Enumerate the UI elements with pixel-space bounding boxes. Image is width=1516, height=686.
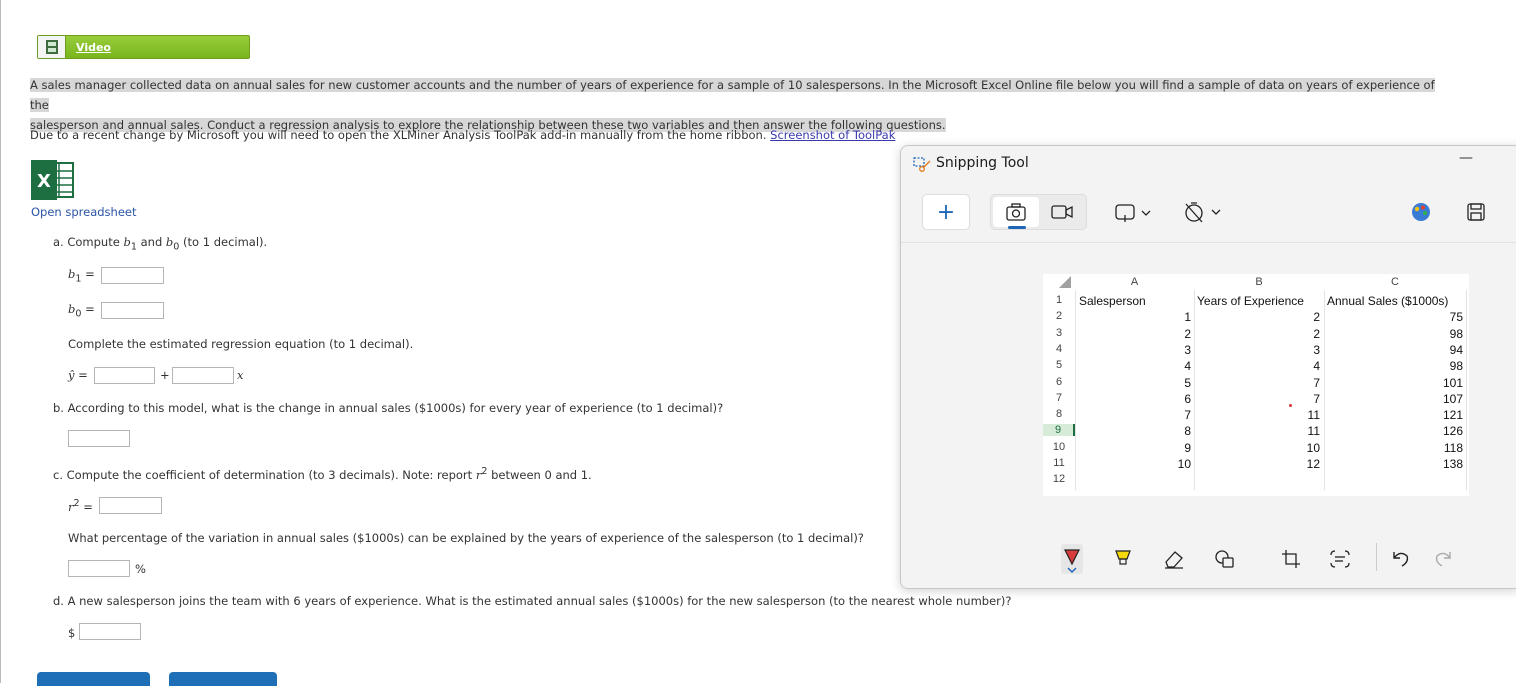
snipping-tool-logo-icon: [913, 157, 931, 176]
snipping-tool-title: Snipping Tool: [936, 155, 1029, 171]
table-cell: 2: [1313, 310, 1320, 325]
table-cell: 5: [1184, 375, 1191, 390]
row-header: 4: [1055, 342, 1063, 355]
row-header: 2: [1055, 310, 1063, 323]
row-header: 9: [1043, 424, 1075, 436]
table-cell: 1: [1184, 310, 1191, 325]
question-a: a. Compute $b_1$ and $b_0$ (to 1 decimal).: [53, 235, 268, 253]
camera-icon: [1006, 203, 1026, 221]
intro-text: [30, 75, 1440, 135]
snip-mode-button[interactable]: [993, 197, 1039, 227]
table-cell: 3: [1313, 342, 1320, 357]
r2-input[interactable]: [99, 497, 162, 514]
table-cell: 11: [1307, 424, 1320, 439]
dollar-sign: $: [68, 626, 76, 640]
table-cell: 8: [1184, 424, 1191, 439]
table-cell: 4: [1313, 359, 1320, 374]
text-actions-icon[interactable]: [1329, 549, 1351, 572]
table-cell: 10: [1177, 457, 1191, 471]
undo-icon[interactable]: [1390, 549, 1410, 570]
snip-canvas: [901, 243, 1516, 527]
header-cell: Years of Experience: [1197, 294, 1304, 308]
column-header-a: A: [1130, 276, 1139, 288]
table-cell: 98: [1449, 326, 1463, 341]
redo-icon[interactable]: [1434, 549, 1454, 570]
save-icon[interactable]: [1467, 203, 1485, 224]
header-cell: Salesperson: [1079, 294, 1146, 308]
table-cell: 101: [1442, 375, 1463, 390]
excel-icon[interactable]: [31, 160, 75, 203]
ms-note: Due to a recent change by Microsoft you will need to open the XLMiner Analysis ToolPak add-in manually from the home ribbon. Screenshot of ToolPak: [30, 128, 896, 142]
column-header-b: B: [1255, 276, 1263, 288]
video-camera-icon: [1051, 204, 1073, 220]
table-cell: 94: [1449, 342, 1463, 357]
question-d: d. A new salesperson joins the team with 6 years of experience. What is the estimated annual sales ($1000s) for the new salesperson (to the nearest whole number)?: [53, 594, 1012, 608]
row-header: 1: [1055, 294, 1063, 306]
row-header: 11: [1053, 457, 1065, 469]
table-cell: 121: [1442, 408, 1463, 423]
eraser-icon[interactable]: [1163, 549, 1185, 572]
intro-line-1: A sales manager collected data on annual sales for new customer accounts and the number of years of experience for a sample of 10 salespersons. In the Microsoft Excel Online file below you will find a sample of data on years of experience of the: [30, 78, 1435, 112]
table-cell: 12: [1306, 457, 1320, 471]
table-cell: 126: [1442, 424, 1463, 439]
snipping-tool-window[interactable]: [900, 145, 1516, 589]
question-b: b. According to this model, what is the change in annual sales ($1000s) for every year of experience (to 1 decimal)?: [53, 401, 724, 415]
plus-sign: +: [160, 368, 170, 382]
r2-label: $r^2$ =: [68, 498, 93, 514]
estimated-sales-input[interactable]: [79, 623, 141, 640]
video-button[interactable]: [37, 35, 250, 59]
table-cell: 7: [1184, 408, 1191, 423]
timer-off-icon: [1184, 201, 1224, 223]
table-cell: 10: [1306, 440, 1320, 455]
table-cell: 107: [1442, 391, 1463, 406]
record-mode-button[interactable]: [1051, 204, 1073, 223]
table-cell: 7: [1313, 375, 1320, 390]
active-mode-indicator: [1008, 226, 1026, 229]
column-header-c: C: [1391, 276, 1399, 288]
slope-input[interactable]: [172, 367, 234, 384]
minimize-button[interactable]: —: [1459, 150, 1473, 166]
new-snip-button[interactable]: +: [922, 194, 970, 230]
row-header: 6: [1055, 375, 1063, 388]
highlighter-icon[interactable]: [1114, 549, 1132, 572]
capture-mode-group: [990, 194, 1087, 230]
intercept-input[interactable]: [94, 367, 155, 384]
question-c: c. Compute the coefficient of determination (to 3 decimals). Note: report $r^2$ between 0 and 1.: [53, 466, 592, 482]
complete-equation-text: Complete the estimated regression equation (to 1 decimal).: [68, 337, 414, 351]
percentage-question: What percentage of the variation in annual sales ($1000s) can be explained by the years of experience of the salesperson (to 1 decimal)?: [68, 531, 864, 545]
b1-input[interactable]: [101, 267, 164, 284]
video-label: Video: [76, 41, 111, 54]
crop-icon[interactable]: [1281, 549, 1301, 572]
table-cell: 2: [1184, 326, 1191, 341]
table-cell: 7: [1313, 391, 1320, 406]
b0-label: $b_0$ =: [68, 302, 95, 320]
ballpoint-pen-icon[interactable]: [1061, 544, 1083, 577]
header-cell: Annual Sales ($1000s): [1327, 294, 1449, 308]
table-cell: 11: [1307, 408, 1320, 423]
next-button[interactable]: [169, 672, 277, 686]
snip-shape-dropdown[interactable]: [1115, 203, 1155, 226]
table-cell: 3: [1184, 342, 1191, 357]
row-header: 12: [1052, 473, 1066, 486]
change-input[interactable]: [68, 430, 130, 447]
yhat-label: ŷ =: [68, 368, 88, 382]
table-cell: 118: [1443, 440, 1463, 455]
toolpak-screenshot-link[interactable]: Screenshot of ToolPak: [770, 128, 896, 142]
row-header: 8: [1055, 408, 1063, 421]
intro-line-2: salesperson and annual sales. Conduct a regression analysis to explore the relationship between these two variables and then answer the following questions.: [30, 118, 946, 132]
percentage-input[interactable]: [68, 560, 130, 577]
row-header: 7: [1055, 391, 1063, 404]
percent-sign: %: [135, 562, 146, 576]
rectangle-snip-icon: [1115, 203, 1155, 223]
select-all-corner-icon: [1059, 276, 1071, 288]
b0-input[interactable]: [101, 302, 164, 319]
left-border: [0, 0, 1, 683]
table-cell: 2: [1313, 326, 1320, 341]
svg-text:X: X: [37, 171, 51, 192]
delay-timer-dropdown[interactable]: [1184, 201, 1224, 226]
table-cell: 9: [1184, 440, 1191, 455]
paint-icon[interactable]: [1410, 201, 1432, 226]
pen-mark: [1289, 404, 1292, 407]
shapes-icon[interactable]: [1214, 549, 1236, 572]
table-cell: 138: [1442, 457, 1463, 471]
markup-toolbar: [901, 527, 1516, 589]
row-header: 5: [1055, 359, 1063, 372]
film-icon: [38, 36, 66, 58]
spreadsheet-snapshot: [1043, 274, 1469, 496]
check-answer-button[interactable]: [37, 672, 150, 686]
row-header: 3: [1055, 326, 1063, 339]
table-cell: 4: [1184, 359, 1191, 374]
row-header: 10: [1052, 440, 1066, 453]
table-cell: 75: [1449, 310, 1463, 325]
open-spreadsheet-link[interactable]: Open spreadsheet: [31, 205, 137, 219]
b1-label: $b_1$ =: [68, 267, 95, 285]
table-cell: 6: [1184, 391, 1191, 406]
markup-divider: [1376, 543, 1377, 571]
table-cell: 98: [1449, 359, 1463, 374]
x-variable: x: [237, 368, 244, 382]
